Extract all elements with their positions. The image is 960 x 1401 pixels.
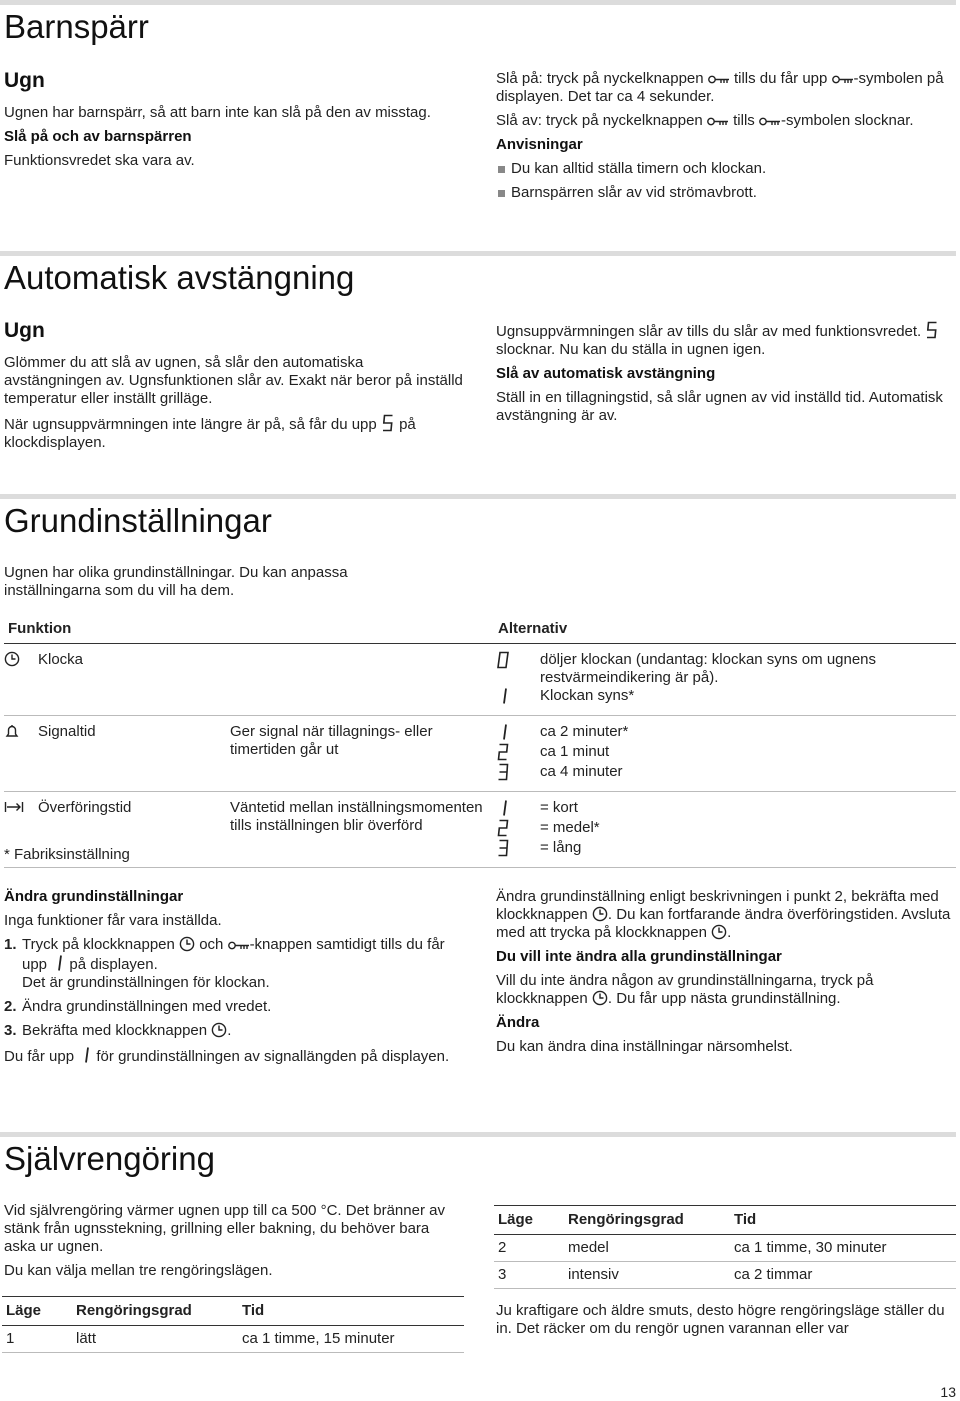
text: på displayen.	[69, 956, 158, 973]
text: Tryck på klockknappen	[22, 936, 175, 953]
section-rule	[0, 494, 956, 499]
change-text: Inga funktioner får vara inställda.	[4, 912, 222, 929]
self-clean-modes: Du kan välja mellan tre rengöringslägen.	[4, 1262, 273, 1279]
option-text: = medel*	[540, 819, 600, 836]
text: . Du får upp nästa grundinställning.	[607, 990, 841, 1007]
cell	[494, 644, 956, 716]
text: Slå av: tryck på nyckelknappen	[496, 112, 703, 129]
cell: 2	[494, 1235, 564, 1262]
step-text	[22, 936, 464, 992]
text: slocknar. Nu kan du ställa in ugnen igen.	[496, 341, 766, 358]
display-1-icon	[78, 1046, 92, 1064]
table-row	[494, 1262, 956, 1289]
cell	[228, 644, 494, 716]
text: . Du kan fortfarande ändra överföringstiden. Avsluta med att trycka på klockknappen	[496, 906, 951, 941]
clock-icon	[211, 1022, 227, 1038]
lock-off-text	[496, 112, 956, 130]
barnsparr-left	[4, 68, 434, 176]
cell: intensiv	[564, 1262, 730, 1289]
cell	[4, 644, 36, 716]
change-anytime-text: Du kan ändra dina inställningar närsomhelst.	[496, 1038, 793, 1055]
step-number: 2.	[4, 998, 17, 1015]
header-cell: Tid	[730, 1206, 956, 1235]
bell-icon	[4, 723, 20, 739]
self-clean-text	[4, 1202, 460, 1286]
option-text: ca 1 minut	[540, 743, 610, 760]
auto-off-right	[496, 321, 956, 431]
page-number: 13	[940, 1384, 956, 1400]
display-2-icon	[496, 743, 510, 761]
cell	[494, 716, 956, 792]
table-header-row	[2, 1297, 464, 1326]
cell: lätt	[72, 1326, 238, 1353]
cell: 1	[2, 1326, 72, 1353]
step-1	[4, 936, 464, 992]
header-cell: Läge	[494, 1206, 564, 1235]
cell: Väntetid mellan inställningsmomenten tills inställningen blir överförd	[228, 792, 494, 868]
sub-heading: Du vill inte ändra alla grundinställningar	[496, 948, 782, 965]
text: Ändra grundinställning enligt beskrivningen i punkt 2, bekräfta med klockknappen	[496, 888, 939, 923]
key-icon	[832, 75, 854, 84]
display-2-icon	[496, 819, 510, 837]
table-row	[2, 1326, 464, 1353]
change-settings-left	[4, 888, 464, 1072]
table-row	[494, 1235, 956, 1262]
text: tills du får upp	[733, 70, 828, 87]
auto-off-text	[4, 414, 464, 452]
cell: ca 1 timme, 15 minuter	[238, 1326, 464, 1353]
cell: Överföringstid	[36, 792, 228, 868]
section-rule	[0, 1132, 956, 1137]
cell: ca 2 timmar	[730, 1262, 956, 1289]
section-title-grund: Grundinställningar	[4, 502, 272, 539]
intro-text: Ugnen har barnspärr, så att barn inte kan slå på den av misstag.	[4, 104, 431, 121]
clock-icon	[592, 990, 608, 1006]
text: för grundinställningen av signallängden på displayen.	[96, 1048, 450, 1065]
display-3-icon	[496, 839, 510, 857]
option	[496, 839, 954, 859]
step-text: Ändra grundinställningen med vredet.	[22, 998, 272, 1015]
option	[496, 723, 954, 743]
cell: 3	[494, 1262, 564, 1289]
section-title-auto-off: Automatisk avstängning	[4, 259, 355, 296]
option	[496, 763, 954, 783]
key-icon	[708, 75, 730, 84]
cell	[494, 792, 956, 868]
clock-icon	[592, 906, 608, 922]
clean-table-right	[494, 1205, 956, 1289]
barnsparr-right	[496, 70, 956, 208]
text: tills	[733, 112, 755, 129]
sub-heading: Ändra	[496, 1014, 540, 1031]
no-change-text	[496, 972, 956, 1008]
display-5-icon	[381, 414, 395, 432]
table-header-row	[4, 617, 956, 644]
option-text: Klockan syns*	[540, 687, 635, 704]
notes-heading: Anvisningar	[496, 136, 583, 153]
cell: Signaltid	[36, 716, 228, 792]
sub-text: Funktionsvredet ska vara av.	[4, 152, 195, 169]
text: .	[727, 924, 732, 941]
text: Det är grundinställningen för klockan.	[22, 974, 270, 991]
display-0-icon	[496, 651, 510, 669]
display-5-icon	[925, 321, 939, 339]
clock-icon	[179, 936, 195, 952]
section-title-barnsparr: Barnspärr	[4, 8, 149, 45]
text: När ugnsuppvärmningen inte längre är på, så får du upp	[4, 416, 377, 433]
text: Vill du inte ändra någon av grundinställningarna, tryck på klockknappen	[496, 972, 874, 1007]
settings-table	[4, 617, 956, 868]
change-heading: Ändra grundinställningar	[4, 888, 184, 905]
text: -symbolen på displayen. Det tar ca 4 sekunder.	[496, 70, 944, 105]
header-function: Funktion	[4, 617, 494, 644]
self-clean-intro: Vid självrengöring värmer ugnen upp till ca 500 °C. Det bränner av stänk från ugnsstekning, grillning eller bakning, du behöver bara aska ur ugnen.	[4, 1202, 445, 1255]
grund-intro: Ugnen har olika grundinställningar. Du kan anpassa inställningarna som du vill ha dem.	[4, 564, 348, 599]
self-clean-note: Ju kraftigare och äldre smuts, desto högre rengöringsläge ställer du in. Det räcker om du rengör ugnen varannan eller var	[496, 1302, 945, 1337]
key-icon	[707, 117, 729, 126]
auto-off-text	[496, 321, 956, 359]
text: Slå på: tryck på nyckelknappen	[496, 70, 704, 87]
cell: Klocka	[36, 644, 228, 716]
step-number: 3.	[4, 1022, 17, 1039]
footnote: * Fabriksinställning	[4, 846, 130, 863]
option	[496, 743, 954, 763]
note-item: Barnspärren slår av vid strömavbrott.	[496, 184, 956, 202]
step-text: Bekräfta med klockknappen .	[22, 1022, 232, 1039]
sub-heading: Slå av automatisk avstängning	[496, 365, 716, 382]
step-number: 1.	[4, 936, 17, 953]
display-1-icon	[51, 954, 65, 972]
heading-ugn: Ugn	[4, 319, 45, 342]
display-1-icon	[496, 687, 510, 705]
option	[496, 651, 954, 687]
option-text: = lång	[540, 839, 582, 856]
auto-off-left	[4, 318, 464, 458]
cell: Ger signal när tillagnings- eller timertiden går ut	[228, 716, 494, 792]
cell: ca 1 timme, 30 minuter	[730, 1235, 956, 1262]
header-cell: Rengöringsgrad	[564, 1206, 730, 1235]
transfer-icon	[4, 799, 24, 815]
option	[496, 799, 954, 819]
option-text: döljer klockan (undantag: klockan syns om ugnens restvärmeindikering är på).	[540, 651, 877, 686]
text: Bekräfta med klockknappen	[22, 1022, 208, 1039]
step-2	[4, 998, 464, 1016]
table-row	[4, 792, 956, 868]
option-text: ca 4 minuter	[540, 763, 623, 780]
header-cell: Läge	[2, 1297, 72, 1326]
change-after	[4, 1046, 464, 1066]
text: -knappen samtidigt tills du får upp	[22, 936, 445, 973]
option-text: = kort	[540, 799, 578, 816]
header-cell: Tid	[238, 1297, 464, 1326]
display-3-icon	[496, 763, 510, 781]
option-text: ca 2 minuter*	[540, 723, 629, 740]
cell	[4, 716, 36, 792]
confirm-text	[496, 888, 956, 942]
cell: medel	[564, 1235, 730, 1262]
key-icon	[228, 941, 250, 950]
clock-icon	[711, 924, 727, 940]
option	[496, 687, 954, 707]
lock-on-text	[496, 70, 956, 106]
header-cell: Rengöringsgrad	[72, 1297, 238, 1326]
text: Ugnsuppvärmningen slår av tills du slår av med funktionsvredet.	[496, 323, 922, 340]
header-alternatives: Alternativ	[494, 617, 956, 644]
section-rule	[0, 0, 956, 5]
sub-heading: Slå på och av barnspärren	[4, 128, 192, 145]
step-3	[4, 1022, 464, 1040]
change-settings-right	[496, 888, 956, 1062]
option	[496, 819, 954, 839]
table-row	[4, 716, 956, 792]
section-title-self-clean: Självrengöring	[4, 1140, 215, 1177]
auto-off-text: Glömmer du att slå av ugnen, så slår den automatiska avstängningen av. Ugnsfunktionen slår av. Exakt när beror på inställd temperatur eller inställt grilläge.	[4, 354, 463, 407]
table-header-row	[494, 1206, 956, 1235]
heading-ugn: Ugn	[4, 69, 45, 92]
section-rule	[0, 251, 956, 256]
auto-off-text: Ställ in en tillagningstid, så slår ugnen av vid inställd tid. Automatisk avstängning är av.	[496, 389, 943, 424]
text: -symbolen slocknar.	[780, 112, 914, 129]
key-icon	[759, 117, 781, 126]
clock-icon	[4, 651, 20, 667]
clean-table-left	[2, 1296, 464, 1353]
text: Du får upp	[4, 1048, 75, 1065]
table-row	[4, 644, 956, 716]
display-1-icon	[496, 723, 510, 741]
note-item: Du kan alltid ställa timern och klockan.	[496, 160, 956, 178]
text: och	[199, 936, 224, 953]
display-1-icon	[496, 799, 510, 817]
text: på klockdisplayen.	[4, 416, 416, 451]
